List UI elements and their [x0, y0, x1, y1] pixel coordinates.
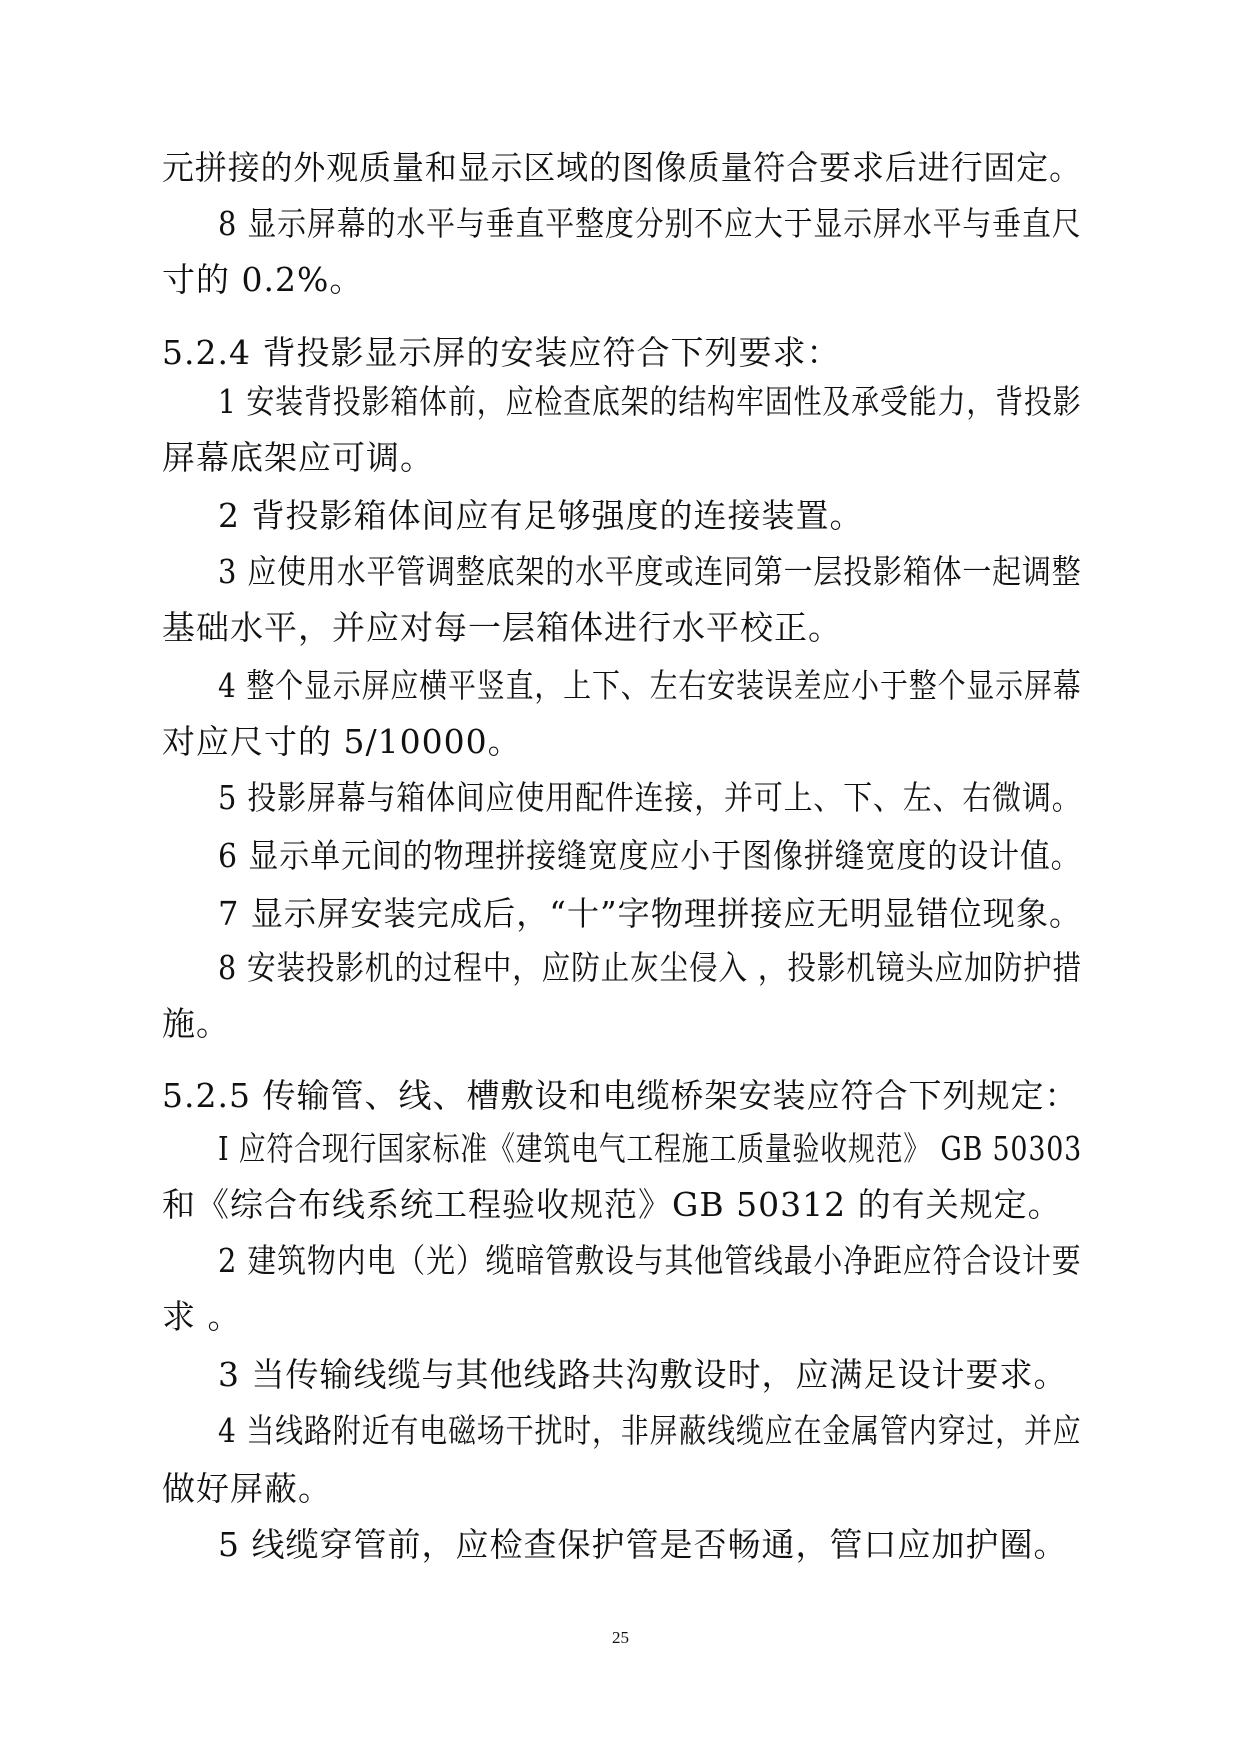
text-line: 3 应使用水平管调整底架的水平度或连同第一层投影箱体一起调整	[218, 552, 1082, 591]
text-line: 寸的 0.2%。	[162, 260, 364, 299]
text-line: 1 安装背投影箱体前，应检查底架的结构牢固性及承受能力，背投影	[218, 382, 1082, 421]
text-line: 2 背投影箱体间应有足够强度的连接装置。	[218, 496, 864, 535]
text-line: 7 显示屏安装完成后，“十”字物理拼接应无明显错位现象。	[218, 894, 1083, 933]
text-line: 8 安装投影机的过程中，应防止灰尘侵入 ，投影机镜头应加防护措	[218, 948, 1082, 987]
text-line: 元拼接的外观质量和显示区域的图像质量符合要求后进行固定。	[162, 148, 1082, 187]
text-line: 8 显示屏幕的水平与垂直平整度分别不应大于显示屏水平与垂直尺	[218, 204, 1082, 243]
text-line: 5.2.4 背投影显示屏的安装应符合下列要求：	[162, 333, 841, 372]
text-line: 施。	[162, 1004, 230, 1043]
text-line: 5 线缆穿管前，应检查保护管是否畅通，管口应加护圈。	[218, 1525, 1068, 1564]
text-line: 5 投影屏幕与箱体间应使用配件连接，并可上、下、左、右微调。	[218, 778, 1082, 817]
text-line: 屏幕底架应可调。	[162, 438, 434, 477]
text-line: 5.2.5 传输管、线、槽敷设和电缆桥架安装应符合下列规定：	[162, 1076, 1079, 1115]
text-line: 2 建筑物内电（光）缆暗管敷设与其他管线最小净距应符合设计要	[218, 1241, 1082, 1280]
text-line: I 应符合现行国家标准《建筑电气工程施工质量验收规范》 GB 50303	[218, 1129, 1083, 1168]
text-line: 和《综合布线系统工程验收规范》GB 50312 的有关规定。	[162, 1185, 1062, 1224]
text-line: 做好屏蔽。	[162, 1469, 332, 1508]
text-line: 求 。	[162, 1297, 242, 1336]
text-line: 3 当传输线缆与其他线路共沟敷设时，应满足设计要求。	[218, 1355, 1068, 1394]
text-line: 对应尺寸的 5/10000。	[162, 722, 522, 761]
text-line: 6 显示单元间的物理拼接缝宽度应小于图像拼缝宽度的设计值。	[218, 836, 1082, 875]
text-line: 4 整个显示屏应横平竖直，上下、左右安装误差应小于整个显示屏幕	[218, 666, 1082, 705]
text-line: 4 当线路附近有电磁场干扰时，非屏蔽线缆应在金属管内穿过，并应	[218, 1411, 1082, 1450]
text-line: 基础水平，并应对每一层箱体进行水平校正。	[162, 608, 842, 647]
page-number: 25	[612, 1628, 629, 1647]
